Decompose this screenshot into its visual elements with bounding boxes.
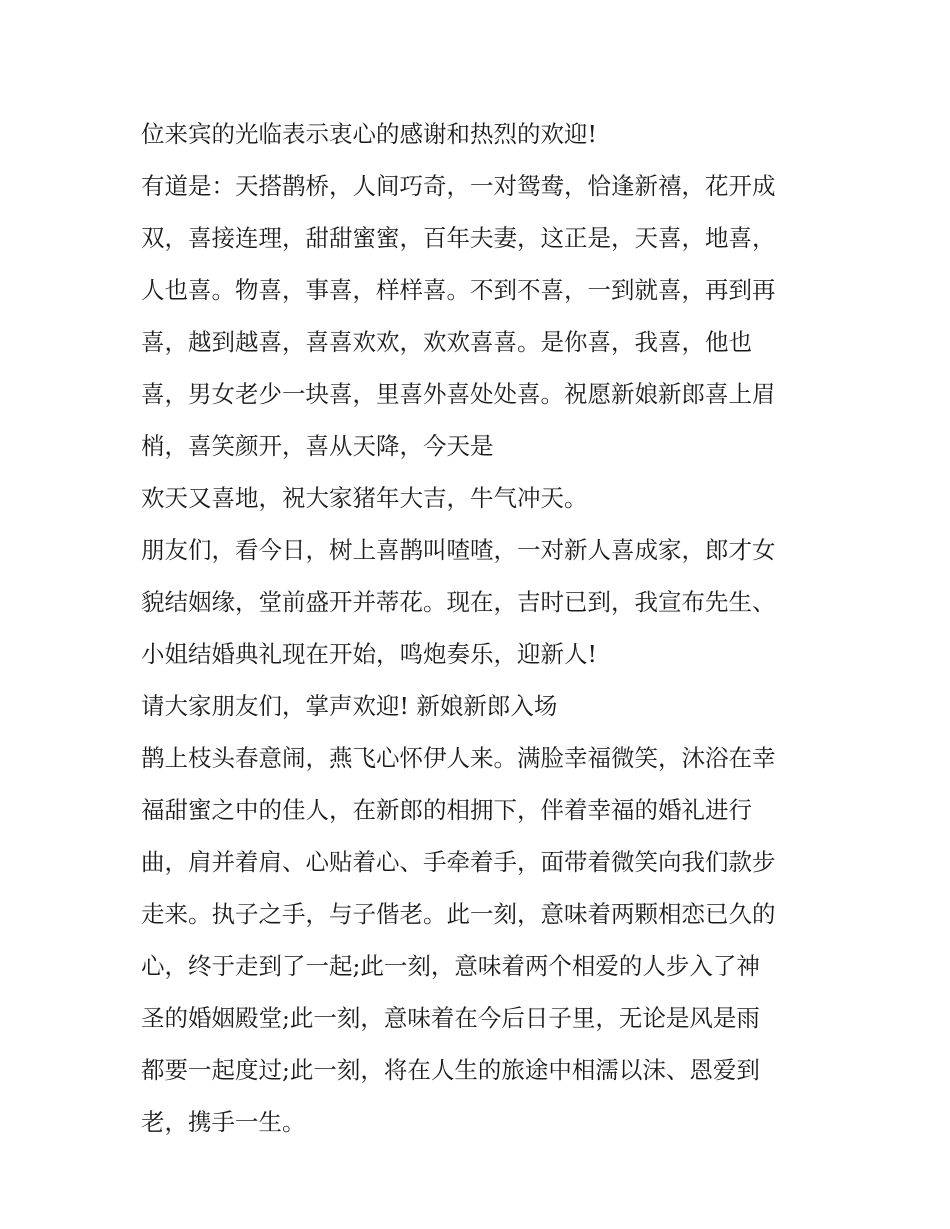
text-line: 鹊上枝头春意闹，燕飞心怀伊人来。满脸幸福微笑，沐浴在幸 — [141, 744, 776, 772]
text-line: 有道是：天搭鹊桥，人间巧奇，一对鸳鸯，恰逢新禧，花开成 — [141, 172, 776, 200]
text-line: 位来宾的光临表示衷心的感谢和热烈的欢迎! — [141, 120, 597, 148]
text-line: 走来。执子之手，与子偕老。此一刻，意味着两颗相恋已久的 — [141, 900, 776, 928]
text-line: 心，终于走到了一起;此一刻，意味着两个相爱的人步入了神 — [141, 952, 760, 980]
document-body — [141, 108, 821, 1148]
text-line: 曲，肩并着肩、心贴着心、手牵着手，面带着微笑向我们款步 — [141, 848, 776, 876]
text-line: 圣的婚姻殿堂;此一刻，意味着在今后日子里，无论是风是雨 — [141, 1004, 760, 1032]
text-line: 欢天又喜地，祝大家猪年大吉，牛气冲天。 — [141, 484, 588, 512]
text-line: 双，喜接连理，甜甜蜜蜜，百年夫妻，这正是，天喜，地喜， — [141, 224, 776, 252]
text-line: 老，携手一生。 — [141, 1108, 306, 1136]
text-line: 喜，越到越喜，喜喜欢欢，欢欢喜喜。是你喜，我喜，他也 — [141, 328, 752, 356]
text-line: 小姐结婚典礼现在开始，鸣炮奏乐，迎新人! — [141, 640, 597, 668]
text-line: 喜，男女老少一块喜，里喜外喜处处喜。祝愿新娘新郎喜上眉 — [141, 380, 776, 408]
text-line: 梢，喜笑颜开，喜从天降，今天是 — [141, 432, 494, 460]
text-line: 福甜蜜之中的佳人，在新郎的相拥下，伴着幸福的婚礼进行 — [141, 796, 752, 824]
text-line: 人也喜。物喜，事喜，样样喜。不到不喜，一到就喜，再到再 — [141, 276, 776, 304]
text-line: 请大家朋友们，掌声欢迎! 新娘新郎入场 — [141, 692, 558, 720]
text-line: 朋友们，看今日，树上喜鹊叫喳喳，一对新人喜成家，郎才女 — [141, 536, 776, 564]
text-line: 都要一起度过;此一刻，将在人生的旅途中相濡以沫、恩爱到 — [141, 1056, 760, 1084]
text-line: 貌结姻缘，堂前盛开并蒂花。现在，吉时已到，我宣布先生、 — [141, 588, 776, 616]
